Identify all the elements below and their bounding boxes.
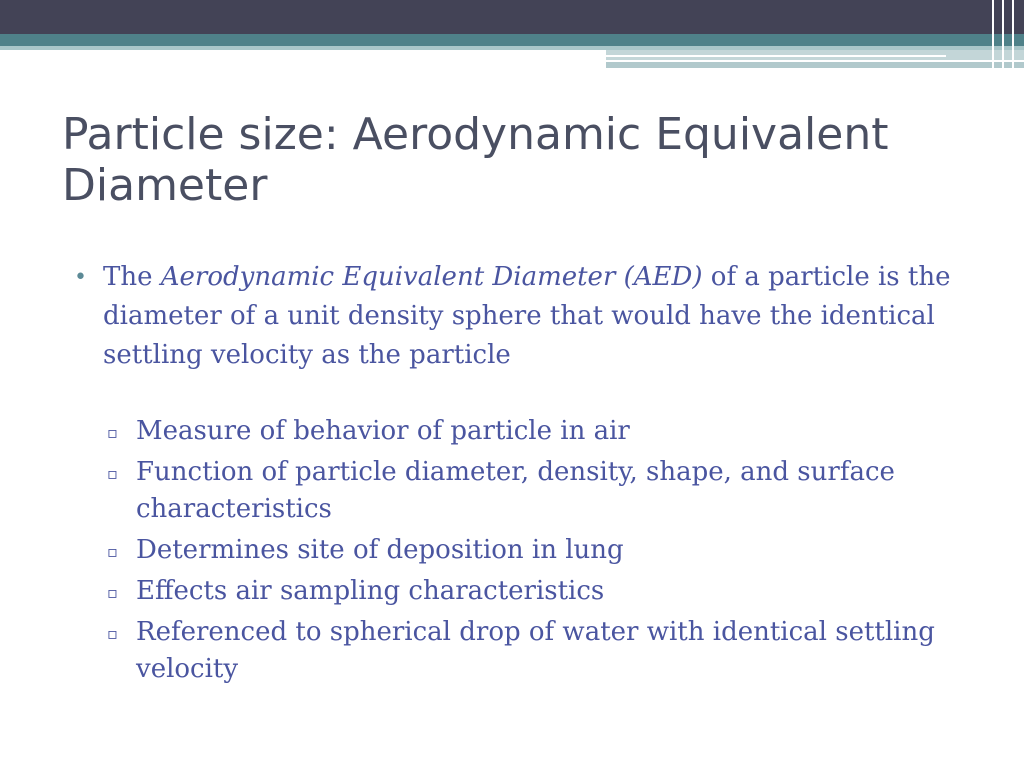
sub-bullet [103, 454, 970, 528]
header-accent-line [606, 55, 946, 57]
sub-bullet-text: Measure of behavior of particle in air [136, 416, 630, 446]
sub-bullet-text: Determines site of deposition in lung [136, 535, 624, 565]
slide-title: Particle size: Aerodynamic Equivalent Diameter [62, 109, 889, 211]
header-accent-bar [606, 62, 1024, 68]
square-bullet-icon: ▫ [107, 464, 118, 483]
bullet-text-end: of a particle is the diameter of a unit density sphere that would have the identical settling velocity as the particle [103, 262, 951, 370]
square-bullet-icon: ▫ [107, 542, 118, 561]
square-bullet-icon: ▫ [107, 583, 118, 602]
main-bullet [70, 258, 970, 375]
sub-bullet-text: Effects air sampling characteristics [136, 576, 605, 606]
sub-bullet [103, 573, 970, 610]
bullet-text-start: The [103, 262, 161, 292]
sub-bullet-text: Function of particle diameter, density, shape, and surface characteristics [136, 457, 895, 524]
sub-bullet [103, 413, 970, 450]
sub-bullet-text: Referenced to spherical drop of water with identical settling velocity [136, 617, 935, 684]
header-bar-dark [0, 0, 1024, 34]
sub-bullet [103, 532, 970, 569]
square-bullet-icon: ▫ [107, 423, 118, 442]
square-bullet-icon: ▫ [107, 624, 118, 643]
header-divider-line [992, 0, 994, 70]
header-divider-line [1012, 0, 1014, 70]
bullet-emphasis: Aerodynamic Equivalent Diameter (AED) [160, 262, 703, 292]
header-bar-teal [0, 34, 1024, 46]
sub-bullet [103, 614, 970, 688]
bullet-marker: • [74, 265, 87, 290]
sub-bullet-list [70, 413, 970, 688]
slide-body [70, 258, 970, 692]
header-divider-line [1002, 0, 1004, 70]
